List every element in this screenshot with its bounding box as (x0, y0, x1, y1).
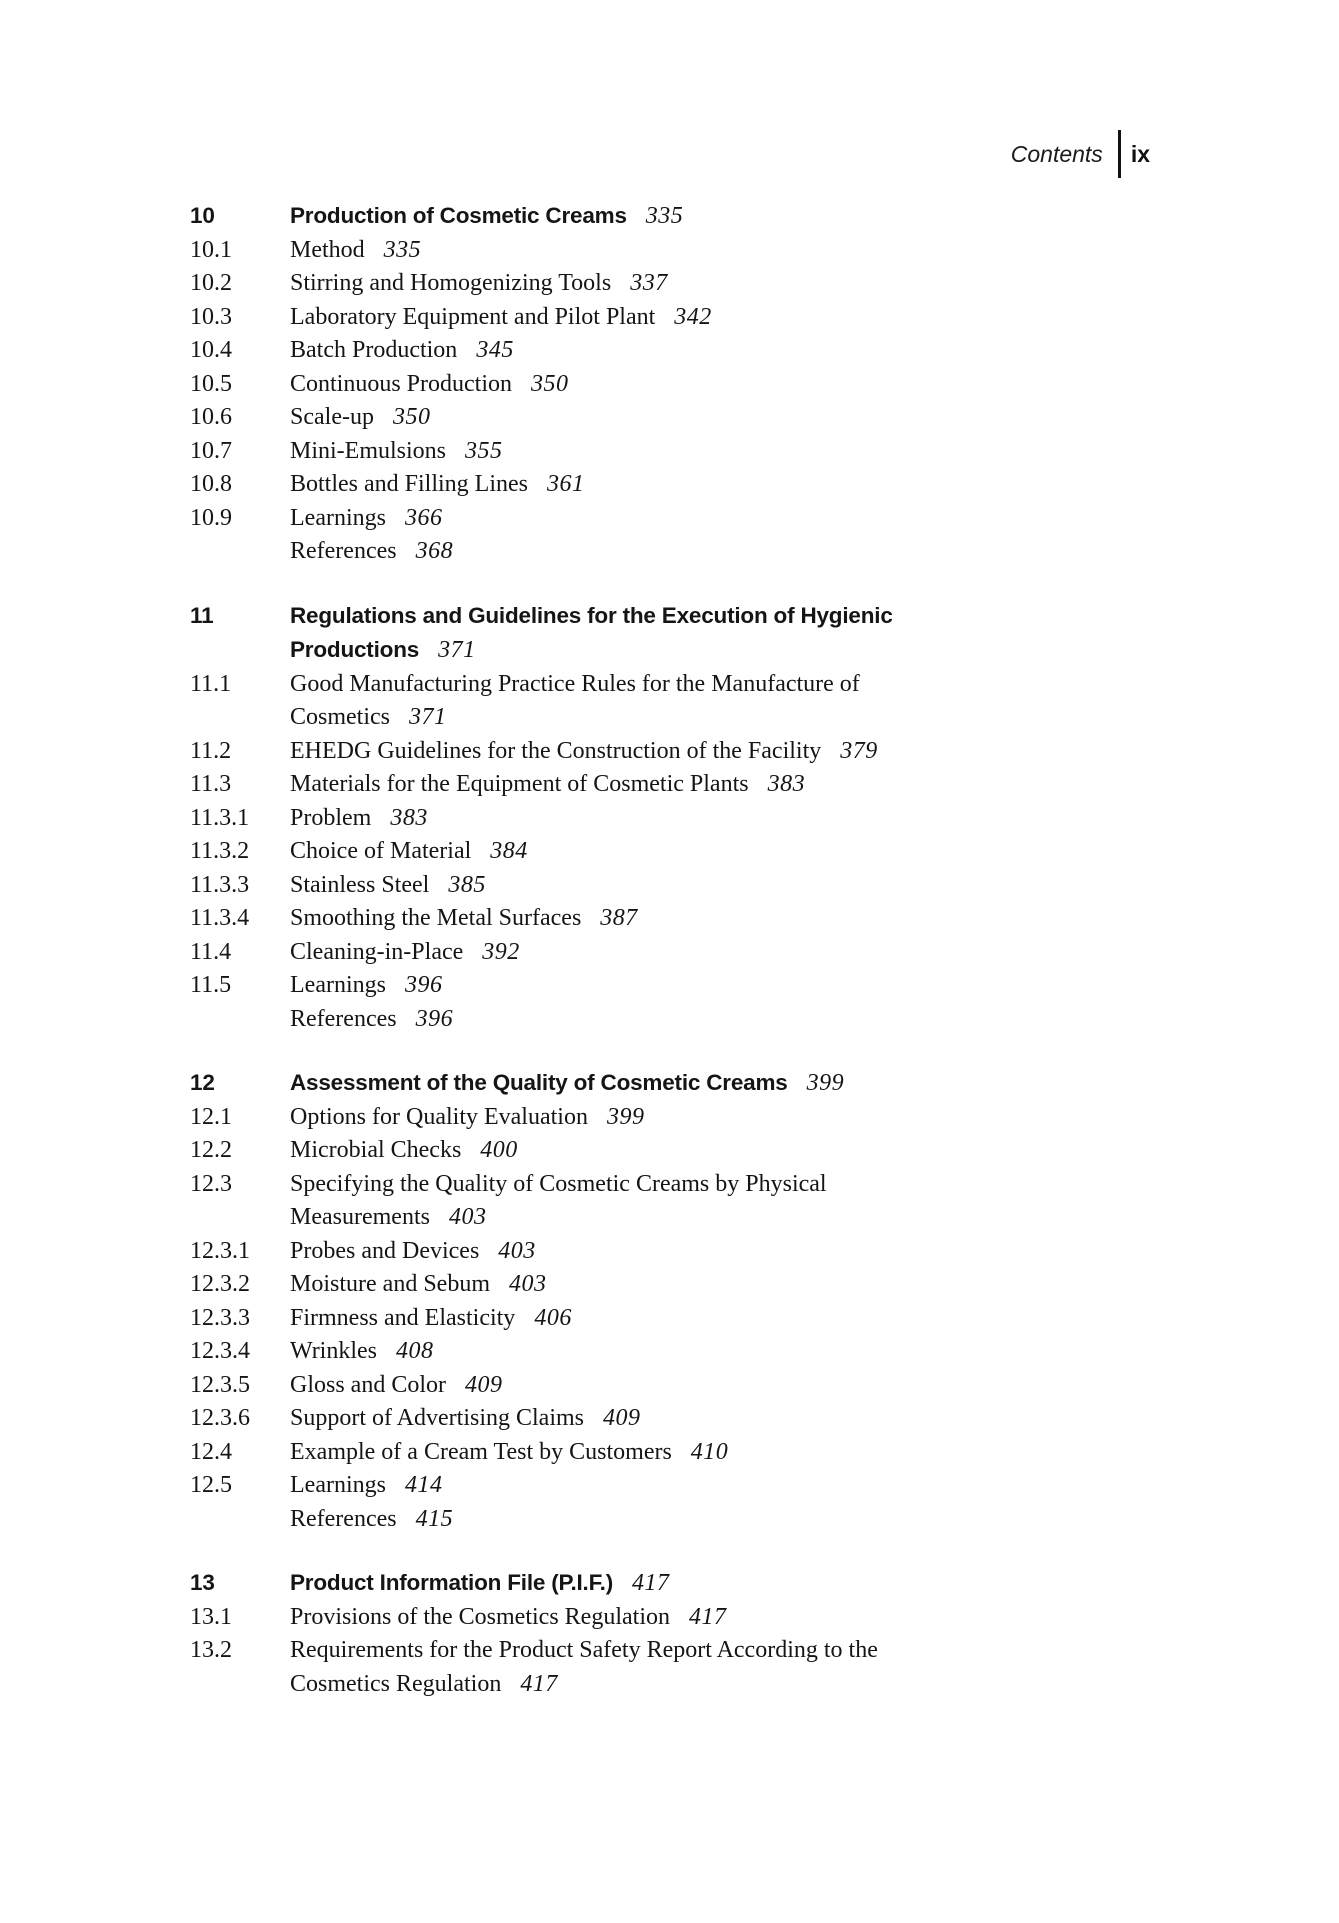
toc-entry-body (290, 1168, 1070, 1235)
toc-entry-number: 11.1 (190, 670, 232, 697)
toc-entry (190, 599, 1070, 668)
toc-entry-line (290, 1335, 1070, 1369)
toc-entry-body (290, 1335, 1070, 1369)
toc-entry-title: EHEDG Guidelines for the Construction of the Facility (290, 737, 822, 764)
toc-entry-title: Scale-up (290, 404, 374, 430)
toc-entry-number: 12.5 (190, 1472, 232, 1498)
toc-entry-body (290, 334, 1070, 368)
toc-entry-line (290, 1235, 1070, 1269)
toc-entry-title: Batch Production (290, 337, 458, 363)
toc-entry-title: Choice of Material (290, 838, 472, 864)
toc-entry (190, 869, 1070, 903)
toc-entry-line (290, 1369, 1070, 1403)
toc-entry-line (290, 802, 1070, 836)
toc-entry-body (290, 1268, 1070, 1302)
toc-entry-title: Good Manufacturing Practice Rules for the Manufacture of (290, 670, 860, 697)
toc-entry-line (290, 1003, 1070, 1037)
toc-entry-title: Production of Cosmetic Creams (290, 203, 627, 228)
toc-entry-page-number: 399 (806, 1070, 845, 1096)
toc-entry-body (290, 802, 1070, 836)
toc-entry-line (290, 1302, 1070, 1336)
toc-entry-body (290, 1134, 1070, 1168)
toc-entry-line (290, 1566, 1070, 1601)
toc-entry (190, 1402, 1070, 1436)
toc-entry (190, 1503, 1070, 1537)
toc-entry (190, 1369, 1070, 1403)
toc-entry-page-number: 368 (415, 538, 454, 564)
toc-entry-title: Productions (290, 637, 420, 662)
toc-entry-body (290, 1503, 1070, 1537)
toc-entry-body (290, 1235, 1070, 1269)
toc-entry-title: Cosmetics (290, 704, 390, 730)
toc-entry-title: References (290, 538, 397, 564)
toc-entry-line (290, 936, 1070, 970)
toc-entry-body (290, 368, 1070, 402)
toc-entry-line (290, 1601, 1070, 1635)
toc-entry-page-number: 387 (600, 905, 638, 931)
toc-entry-page-number: 399 (606, 1103, 645, 1130)
toc-entry (190, 1003, 1070, 1037)
toc-entry-page-number: 403 (508, 1271, 547, 1297)
toc-entry (190, 368, 1070, 402)
toc-entry-body (290, 1003, 1070, 1037)
toc-entry-title: Continuous Production (290, 370, 513, 397)
toc-entry-line (290, 668, 1070, 702)
toc-entry-body (290, 1566, 1070, 1601)
running-head-title: Contents (1010, 140, 1103, 167)
toc-entry-body (290, 1634, 1070, 1701)
toc-entry-body (290, 267, 1070, 301)
toc-entry-body (290, 969, 1070, 1003)
toc-entry-title: Gloss and Color (290, 1371, 446, 1398)
toc-entry-body (290, 1369, 1070, 1403)
toc-entry-page-number: 355 (465, 437, 503, 464)
toc-entry-line (290, 368, 1070, 402)
toc-entry-number: 11 (190, 602, 214, 628)
toc-entry-number: 12.3.6 (190, 1405, 250, 1431)
toc-entry-body (290, 401, 1070, 435)
toc-entry-number: 10.4 (190, 337, 232, 363)
toc-entry-number: 11.3.1 (190, 804, 250, 831)
toc-entry-body (290, 1601, 1070, 1635)
toc-entry-title: Learnings (290, 504, 386, 531)
toc-entry-body (290, 768, 1070, 802)
toc-entry-body (290, 599, 1070, 668)
toc-entry (190, 1566, 1070, 1601)
toc-entry (190, 301, 1070, 335)
toc-entry (190, 334, 1070, 368)
toc-entry-line (290, 502, 1070, 536)
toc-entry-body (290, 1302, 1070, 1336)
toc-entry-line (290, 468, 1070, 502)
toc-entry-page-number: 409 (603, 1405, 641, 1431)
toc-entry-body (290, 869, 1070, 903)
toc-entry (190, 468, 1070, 502)
toc-entry-body (290, 199, 1070, 234)
toc-entry-title: Moisture and Sebum (290, 1271, 490, 1297)
toc-section (190, 199, 1070, 569)
toc-entry-title: Specifying the Quality of Cosmetic Creams by Physical (290, 1170, 827, 1197)
toc-entry-line (290, 1066, 1070, 1101)
toc-entry-page-number: 345 (476, 337, 514, 363)
toc-entry-page-number: 335 (645, 203, 684, 229)
toc-entry-page-number: 403 (448, 1204, 487, 1230)
toc-entry-line (290, 1469, 1070, 1503)
table-of-contents (190, 199, 1070, 1701)
toc-entry (190, 1134, 1070, 1168)
toc-entry-line (290, 435, 1070, 469)
toc-section (190, 1066, 1070, 1536)
toc-entry (190, 1066, 1070, 1101)
toc-entry-number: 12.3.3 (190, 1304, 250, 1331)
toc-entry-line (290, 401, 1070, 435)
toc-entry (190, 768, 1070, 802)
toc-entry-line (290, 1634, 1070, 1668)
toc-entry-line (290, 1101, 1070, 1135)
toc-entry-body (290, 1469, 1070, 1503)
toc-entry-title: Learnings (290, 1472, 386, 1498)
toc-entry-body (290, 535, 1070, 569)
toc-entry-number: 12.3.1 (190, 1237, 250, 1264)
toc-entry-number: 13.2 (190, 1637, 232, 1663)
folio-page-number: ix (1130, 140, 1150, 167)
toc-entry (190, 1436, 1070, 1470)
toc-entry-line (290, 768, 1070, 802)
toc-entry-body (290, 1066, 1070, 1101)
toc-entry-body (290, 502, 1070, 536)
toc-entry-line (290, 633, 1070, 668)
toc-entry-number: 11.2 (190, 737, 232, 764)
toc-entry (190, 835, 1070, 869)
toc-entry-page-number: 414 (404, 1472, 443, 1498)
toc-entry-line (290, 1134, 1070, 1168)
toc-entry-number: 11.3.3 (190, 871, 250, 898)
toc-entry-page-number: 417 (520, 1670, 558, 1697)
toc-entry (190, 199, 1070, 234)
toc-entry-title: Requirements for the Product Safety Report According to the (290, 1637, 878, 1663)
toc-entry-body (290, 468, 1070, 502)
toc-entry-page-number: 383 (767, 771, 806, 797)
toc-entry-line (290, 701, 1070, 735)
toc-entry-number: 10.1 (190, 236, 232, 263)
toc-entry-title: Mini-Emulsions (290, 437, 447, 464)
toc-entry-page-number: 410 (690, 1438, 729, 1465)
toc-entry-line (290, 869, 1070, 903)
toc-entry (190, 1634, 1070, 1701)
toc-entry-page-number: 417 (632, 1570, 670, 1596)
toc-entry-number: 13.1 (190, 1603, 232, 1630)
toc-entry-line (290, 1201, 1070, 1235)
toc-entry-title: Wrinkles (290, 1338, 378, 1364)
toc-entry-number: 12.2 (190, 1137, 232, 1163)
toc-entry-line (290, 599, 1070, 634)
toc-entry-page-number: 415 (415, 1505, 454, 1532)
toc-entry (190, 1302, 1070, 1336)
toc-entry-body (290, 936, 1070, 970)
toc-entry-body (290, 301, 1070, 335)
toc-entry-page-number: 400 (480, 1137, 518, 1163)
toc-entry-body (290, 902, 1070, 936)
toc-entry-line (290, 334, 1070, 368)
toc-entry-title: Measurements (290, 1204, 430, 1230)
toc-entry-number: 12.3.5 (190, 1371, 250, 1398)
toc-entry (190, 902, 1070, 936)
toc-entry-number: 12.3 (190, 1170, 232, 1197)
toc-entry-line (290, 735, 1070, 769)
toc-entry-page-number: 335 (383, 236, 422, 263)
toc-entry (190, 1469, 1070, 1503)
toc-entry-number: 12 (190, 1070, 215, 1095)
toc-entry (190, 1268, 1070, 1302)
toc-entry-body (290, 668, 1070, 735)
toc-entry-page-number: 408 (396, 1338, 434, 1364)
toc-entry-title: Method (290, 236, 365, 263)
toc-entry-page-number: 361 (547, 471, 585, 497)
toc-entry (190, 502, 1070, 536)
toc-entry-title: Example of a Cream Test by Customers (290, 1438, 672, 1465)
toc-entry-number: 10.6 (190, 404, 232, 430)
toc-entry-body (290, 735, 1070, 769)
toc-entry-title: Assessment of the Quality of Cosmetic Creams (290, 1070, 788, 1095)
toc-entry-number: 11.3.2 (190, 838, 250, 864)
toc-entry-line (290, 1668, 1070, 1702)
toc-entry-title: Problem (290, 804, 372, 831)
toc-entry (190, 735, 1070, 769)
toc-entry-page-number: 371 (409, 704, 447, 730)
toc-entry-title: Smoothing the Metal Surfaces (290, 905, 582, 931)
toc-entry (190, 267, 1070, 301)
toc-entry-body (290, 835, 1070, 869)
toc-entry-number: 10 (190, 203, 215, 228)
toc-entry (190, 1601, 1070, 1635)
toc-entry-body (290, 435, 1070, 469)
toc-entry (190, 535, 1070, 569)
toc-entry-page-number: 417 (688, 1603, 727, 1630)
toc-entry-title: References (290, 1505, 397, 1532)
toc-entry (190, 401, 1070, 435)
toc-entry-page-number: 371 (438, 637, 476, 663)
toc-entry (190, 802, 1070, 836)
toc-entry-page-number: 396 (404, 972, 443, 998)
toc-entry-title: Cleaning-in-Place (290, 938, 464, 965)
toc-entry-body (290, 1101, 1070, 1135)
toc-entry-number: 11.3 (190, 771, 232, 797)
toc-entry-page-number: 392 (482, 938, 520, 965)
toc-entry-page-number: 384 (490, 838, 528, 864)
toc-entry-page-number: 350 (531, 370, 569, 397)
toc-entry (190, 435, 1070, 469)
toc-entry-title: Materials for the Equipment of Cosmetic Plants (290, 771, 749, 797)
toc-entry-page-number: 403 (498, 1237, 536, 1264)
toc-entry-number: 12.1 (190, 1103, 232, 1130)
toc-entry-number: 10.5 (190, 370, 232, 397)
toc-entry-line (290, 535, 1070, 569)
toc-entry-number: 11.3.4 (190, 905, 250, 931)
toc-entry-page-number: 366 (404, 504, 443, 531)
toc-entry (190, 1235, 1070, 1269)
toc-entry-title: Regulations and Guidelines for the Execution of Hygienic (290, 602, 893, 628)
toc-entry-title: Bottles and Filling Lines (290, 471, 528, 497)
toc-entry-body (290, 234, 1070, 268)
toc-entry-number: 10.8 (190, 471, 232, 497)
toc-entry-title: Stainless Steel (290, 871, 430, 898)
toc-entry-line (290, 902, 1070, 936)
toc-entry-title: Cosmetics Regulation (290, 1670, 502, 1697)
toc-entry-title: Product Information File (P.I.F.) (290, 1570, 614, 1595)
toc-entry-title: Laboratory Equipment and Pilot Plant (290, 303, 656, 330)
toc-entry-line (290, 969, 1070, 1003)
toc-entry-title: Provisions of the Cosmetics Regulation (290, 1603, 670, 1630)
toc-entry-title: Microbial Checks (290, 1137, 462, 1163)
toc-entry-number: 10.9 (190, 504, 232, 531)
toc-entry-line (290, 1402, 1070, 1436)
toc-entry-line (290, 234, 1070, 268)
toc-section (190, 599, 1070, 1037)
toc-section (190, 1566, 1070, 1701)
toc-entry-number: 10.7 (190, 437, 232, 464)
toc-entry-body (290, 1436, 1070, 1470)
toc-entry-line (290, 199, 1070, 234)
toc-entry-page-number: 383 (390, 804, 428, 831)
toc-entry (190, 1335, 1070, 1369)
toc-entry (190, 936, 1070, 970)
toc-entry-title: Probes and Devices (290, 1237, 480, 1264)
toc-entry-number: 10.2 (190, 270, 232, 296)
toc-entry-page-number: 409 (465, 1371, 503, 1398)
toc-entry-page-number: 342 (674, 303, 712, 330)
toc-entry-line (290, 267, 1070, 301)
toc-entry-number: 11.5 (190, 972, 232, 998)
toc-entry-title: Support of Advertising Claims (290, 1405, 584, 1431)
toc-entry-page-number: 350 (392, 404, 431, 430)
toc-entry-title: Options for Quality Evaluation (290, 1103, 588, 1130)
toc-entry-number: 12.3.2 (190, 1271, 250, 1297)
toc-entry-title: Learnings (290, 972, 386, 998)
toc-entry-number: 13 (190, 1570, 215, 1595)
toc-entry-number: 12.3.4 (190, 1338, 250, 1364)
toc-entry-line (290, 301, 1070, 335)
toc-entry-line (290, 1168, 1070, 1202)
toc-entry-page-number: 396 (415, 1005, 454, 1032)
toc-entry-page-number: 337 (630, 270, 668, 296)
toc-entry-line (290, 835, 1070, 869)
toc-entry-number: 10.3 (190, 303, 232, 330)
running-head (1011, 130, 1150, 178)
toc-entry-body (290, 1402, 1070, 1436)
toc-entry-line (290, 1503, 1070, 1537)
toc-entry-line (290, 1268, 1070, 1302)
toc-entry-line (290, 1436, 1070, 1470)
toc-entry-title: References (290, 1005, 397, 1032)
toc-entry (190, 969, 1070, 1003)
toc-entry-page-number: 379 (840, 737, 878, 764)
toc-entry-number: 12.4 (190, 1438, 232, 1465)
toc-entry-title: Firmness and Elasticity (290, 1304, 516, 1331)
toc-entry-page-number: 406 (534, 1304, 572, 1331)
toc-entry (190, 1101, 1070, 1135)
toc-entry (190, 1168, 1070, 1235)
toc-entry (190, 234, 1070, 268)
toc-entry (190, 668, 1070, 735)
toc-entry-title: Stirring and Homogenizing Tools (290, 270, 612, 296)
toc-entry-number: 11.4 (190, 938, 232, 965)
toc-entry-page-number: 385 (448, 871, 486, 898)
